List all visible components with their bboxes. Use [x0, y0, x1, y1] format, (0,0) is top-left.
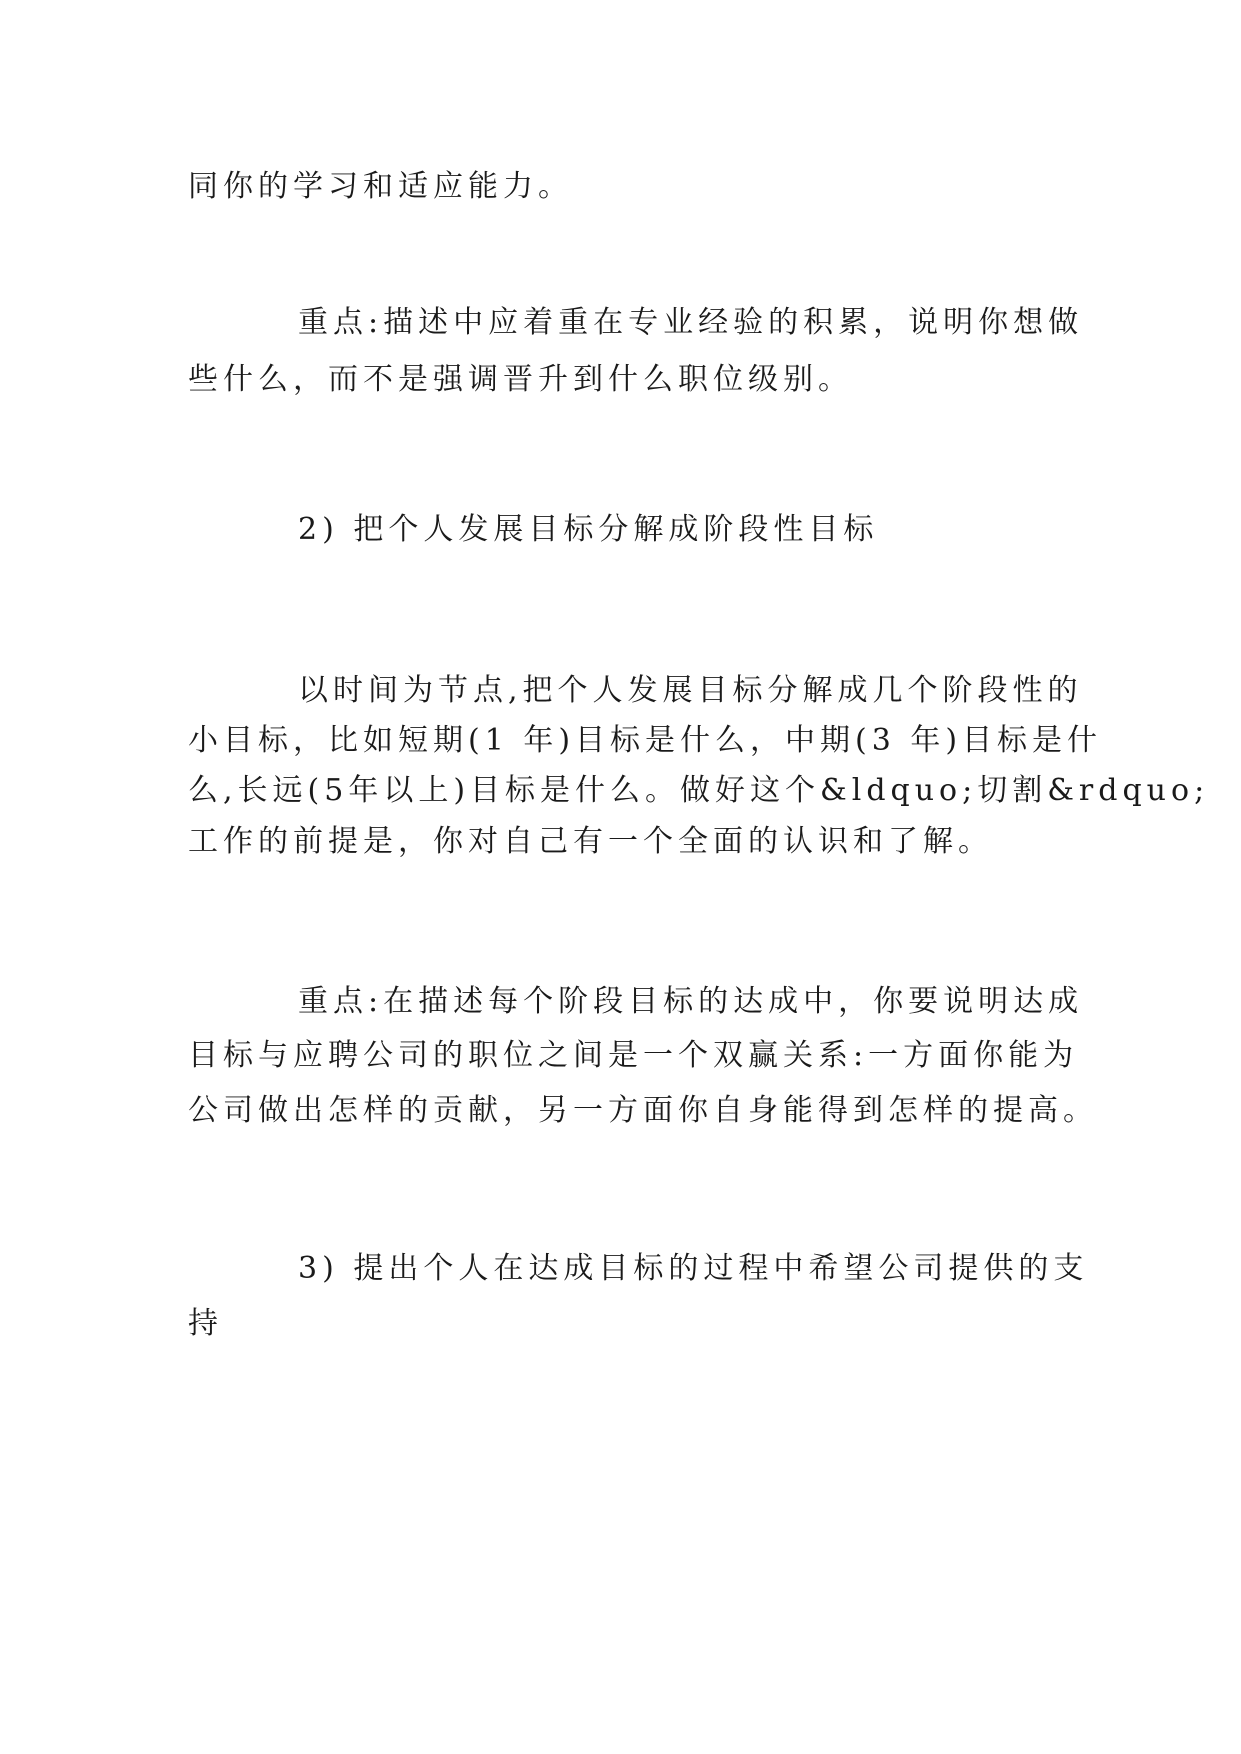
key-point-paragraph-line: 些什么，而不是强调晋升到什么职位级别。: [188, 362, 853, 397]
body-paragraph-line: 工作的前提是，你对自己有一个全面的认识和了解。: [188, 824, 993, 859]
section-heading-3-continuation: 持: [188, 1306, 223, 1341]
paragraph-continuation-line: 同你的学习和适应能力。: [188, 169, 573, 204]
section-heading-2: 2) 把个人发展目标分解成阶段性目标: [298, 512, 879, 547]
body-paragraph-line: 以时间为节点,把个人发展目标分解成几个阶段性的: [298, 673, 1083, 708]
key-point-paragraph-line: 目标与应聘公司的职位之间是一个双赢关系:一方面你能为: [188, 1038, 1079, 1073]
key-point-paragraph-line: 公司做出怎样的贡献，另一方面你自身能得到怎样的提高。: [188, 1093, 1098, 1128]
body-paragraph-line: 么,长远(5年以上)目标是什么。做好这个&ldquo;切割&rdquo;: [188, 773, 1210, 808]
section-heading-3: 3) 提出个人在达成目标的过程中希望公司提供的支: [298, 1251, 1089, 1286]
body-paragraph-line: 小目标，比如短期(1 年)目标是什么，中期(3 年)目标是什: [188, 723, 1103, 758]
key-point-paragraph-line: 重点:描述中应着重在专业经验的积累，说明你想做: [298, 305, 1084, 340]
key-point-paragraph-line: 重点:在描述每个阶段目标的达成中，你要说明达成: [298, 984, 1084, 1019]
